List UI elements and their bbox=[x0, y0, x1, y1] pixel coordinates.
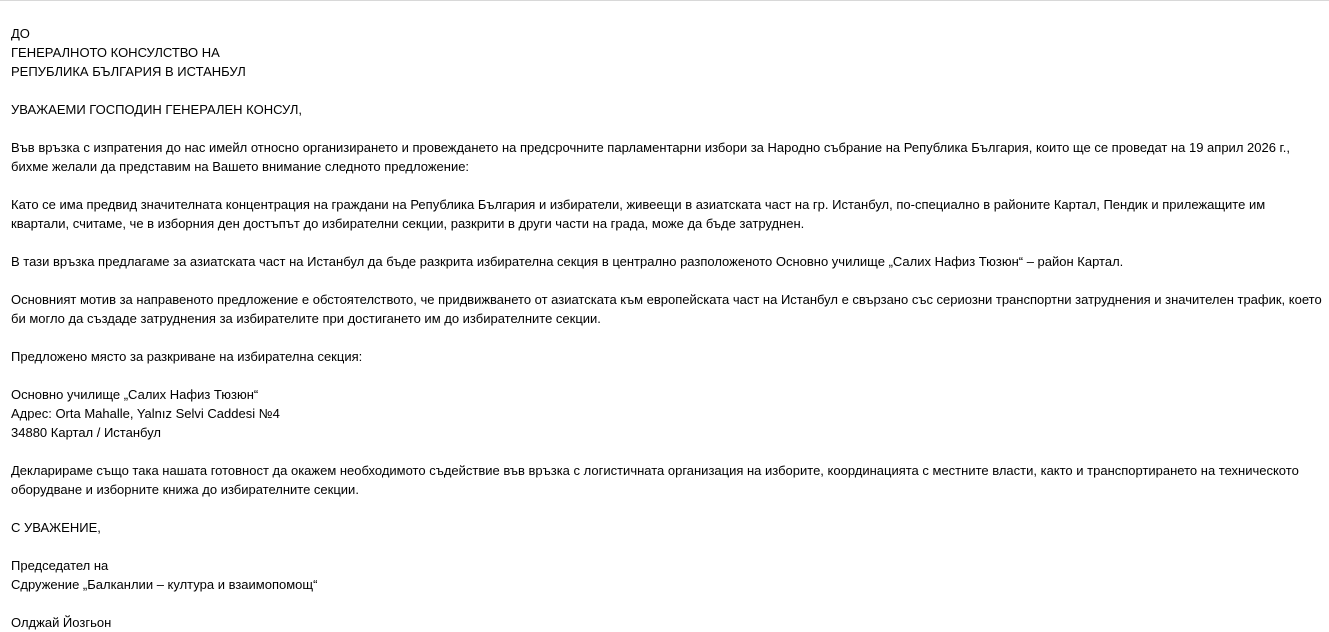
context-paragraph: Като се има предвид значителната концентрация на граждани на Република България и избиратели, живеещи в азиатската част на гр. Истанбул, по-специално в районите Картал, Пендик и прилежащите им квартали, считаме, че в изборния ден достъпът до избирателни секции, разкрити в други части на града, може да бъде затруднен. bbox=[11, 197, 1266, 231]
location-block bbox=[11, 385, 1323, 442]
intro-paragraph: Във връзка с изпратения до нас имейл относно организирането и провеждането на предсрочните парламентарни избори за Народно събрание на Република България, които ще се проведат на 19 април 2026 г., бихме желали да представим на Вашето внимание следното предложение: bbox=[11, 140, 1290, 174]
top-divider bbox=[0, 0, 1329, 1]
salutation: УВАЖАЕМИ ГОСПОДИН ГЕНЕРАЛЕН КОНСУЛ, bbox=[11, 102, 303, 117]
closing: С УВАЖЕНИЕ, bbox=[11, 520, 101, 535]
recipient-block bbox=[11, 24, 1323, 81]
recipient-line-2: ГЕНЕРАЛНОТО КОНСУЛСТВО НА bbox=[11, 45, 220, 60]
signature-organization: Сдружение „Балканлии – култура и взаимопомощ“ bbox=[11, 577, 318, 592]
recipient-line-1: ДО bbox=[11, 26, 30, 41]
location-city: 34880 Картал / Истанбул bbox=[11, 425, 161, 440]
signature-title: Председател на bbox=[11, 558, 109, 573]
motive-paragraph: Основният мотив за направеното предложение е обстоятелството, че придвижването от азиатската към европейската част на Истанбул е свързано със сериозни транспортни затруднения и значителен трафик, което би могло да създаде затруднения за избирателите при достигането им до избирателните секции. bbox=[11, 292, 1322, 326]
letter-body bbox=[11, 24, 1323, 632]
recipient-line-3: РЕПУБЛИКА БЪЛГАРИЯ В ИСТАНБУЛ bbox=[11, 64, 246, 79]
support-paragraph: Декларираме също така нашата готовност да окажем необходимото съдействие във връзка с логистичната организация на изборите, координацията с местните власти, както и транспортирането на техническото оборудване и изборните книжа до избирателните секции. bbox=[11, 463, 1299, 497]
location-intro: Предложено място за разкриване на избирателна секция: bbox=[11, 349, 363, 364]
location-name: Основно училище „Салих Нафиз Тюзюн“ bbox=[11, 387, 259, 402]
location-address: Адрес: Orta Mahalle, Yalnız Selvi Caddesi №4 bbox=[11, 406, 280, 421]
signature-name: Олджай Йозгьон bbox=[11, 615, 112, 630]
proposal-paragraph: В тази връзка предлагаме за азиатската част на Истанбул да бъде разкрита избирателна секция в централно разположеното Основно училище „Салих Нафиз Тюзюн“ – район Картал. bbox=[11, 254, 1124, 269]
signature-block bbox=[11, 556, 1323, 594]
